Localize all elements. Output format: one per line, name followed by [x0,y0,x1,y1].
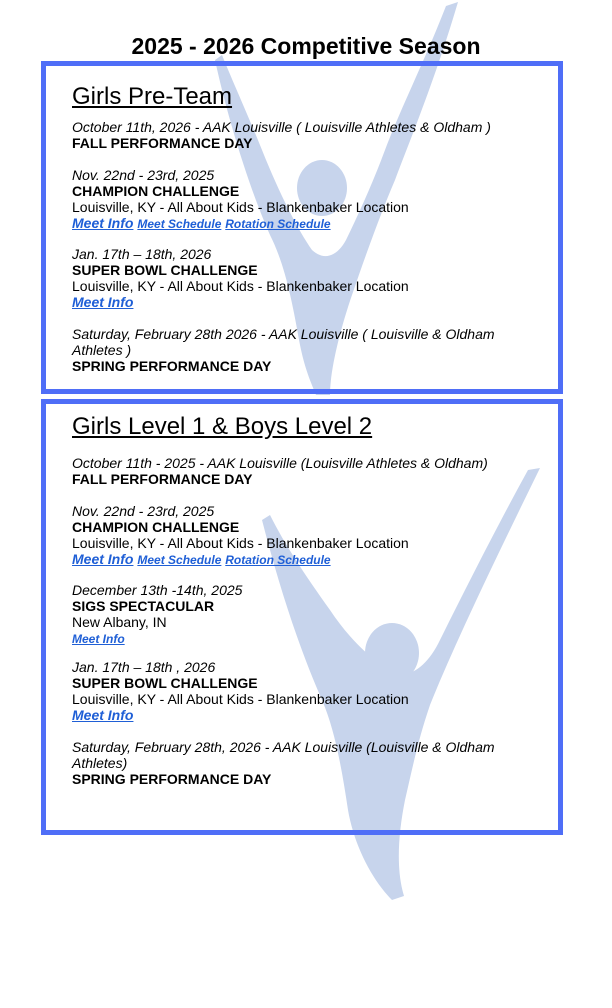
event-date: December 13th -14th, 2025 [72,582,243,598]
event-champion-challenge [72,167,548,232]
section-heading: Girls Pre-Team [72,83,233,110]
event-name: SPRING PERFORMANCE DAY [72,358,272,374]
event-location: Louisville, KY - All About Kids - Blankenbaker Location [72,278,409,294]
event-location: New Albany, IN [72,614,167,630]
event-super-bowl-challenge [72,659,548,723]
meet-info-link[interactable]: Meet Info [72,632,125,646]
event-name: SPRING PERFORMANCE DAY [72,771,272,787]
event-fall-performance-day [72,119,548,151]
event-date: Jan. 17th – 18th , 2026 [72,659,216,675]
event-location: Louisville, KY - All About Kids - Blankenbaker Location [72,691,409,707]
rotation-schedule-link[interactable]: Rotation Schedule [225,553,331,567]
event-super-bowl-challenge [72,246,548,310]
event-date: Saturday, February 28th 2026 - AAK Louisville ( Louisville & Oldham [72,326,495,342]
section-girls-pre-team [41,61,563,394]
event-location: Louisville, KY - All About Kids - Blankenbaker Location [72,535,409,551]
meet-info-link[interactable]: Meet Info [72,215,134,231]
event-date-continued: Athletes) [72,755,128,771]
event-name: CHAMPION CHALLENGE [72,519,240,535]
event-name: CHAMPION CHALLENGE [72,183,240,199]
section-girls-level1-boys-level2 [41,399,563,835]
event-date: Nov. 22nd - 23rd, 2025 [72,503,215,519]
event-date-continued: Athletes ) [72,342,132,358]
meet-info-link[interactable]: Meet Info [72,707,134,723]
event-name: SUPER BOWL CHALLENGE [72,675,258,691]
event-fall-performance-day [72,455,548,487]
event-date: Jan. 17th – 18th, 2026 [72,246,212,262]
page-title: 2025 - 2026 Competitive Season [131,33,481,59]
event-name: SUPER BOWL CHALLENGE [72,262,258,278]
event-name: SIGS SPECTACULAR [72,598,215,614]
event-date: October 11th, 2026 - AAK Louisville ( Louisville Athletes & Oldham ) [72,119,491,135]
meet-info-link[interactable]: Meet Info [72,551,134,567]
event-name: FALL PERFORMANCE DAY [72,135,253,151]
meet-info-link[interactable]: Meet Info [72,294,134,310]
section-heading: Girls Level 1 & Boys Level 2 [72,413,373,440]
event-name: FALL PERFORMANCE DAY [72,471,253,487]
event-spring-performance-day [72,326,548,374]
event-sigs-spectacular [72,582,548,647]
event-spring-performance-day [72,739,548,787]
meet-schedule-link[interactable]: Meet Schedule [137,553,222,567]
event-date: October 11th - 2025 - AAK Louisville (Louisville Athletes & Oldham) [72,455,488,471]
event-date: Saturday, February 28th, 2026 - AAK Louisville (Louisville & Oldham [72,739,495,755]
event-location: Louisville, KY - All About Kids - Blankenbaker Location [72,199,409,215]
meet-schedule-link[interactable]: Meet Schedule [137,217,222,231]
event-champion-challenge [72,503,548,568]
event-date: Nov. 22nd - 23rd, 2025 [72,167,215,183]
rotation-schedule-link[interactable]: Rotation Schedule [225,217,331,231]
